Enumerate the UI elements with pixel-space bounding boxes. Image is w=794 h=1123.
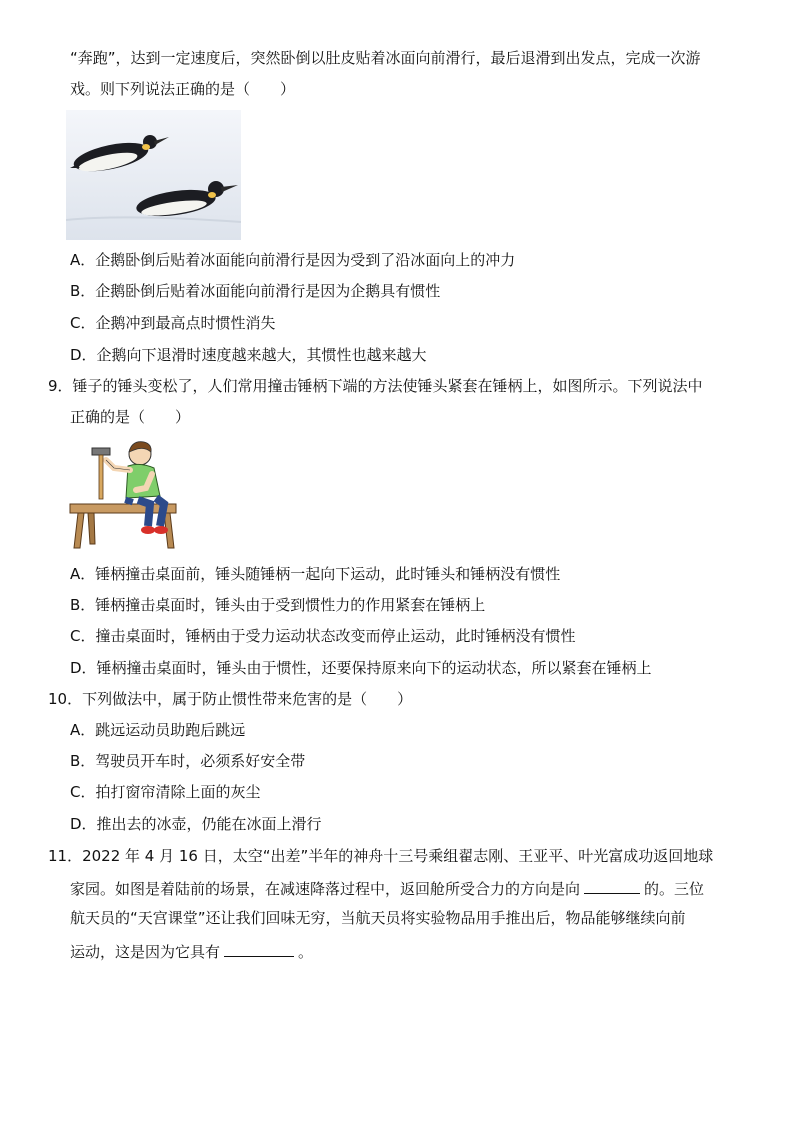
penguins-image (66, 110, 241, 240)
q11-line2-text-b: 的。三位 (644, 880, 705, 898)
answer-blank-2[interactable] (224, 940, 294, 957)
q9-stem-line2: 正确的是（ ） (70, 408, 191, 426)
q9-option-b: B．锤柄撞击桌面时，锤头由于受到惯性力的作用紧套在锤柄上 (70, 596, 486, 614)
q11-line3: 航天员的“天宫课堂”还让我们回味无穷，当航天员将实验物品用手推出后，物品能够继续向前 (70, 909, 686, 927)
answer-blank-1[interactable] (584, 877, 640, 894)
q11-line2-text-a: 家园。如图是着陆前的场景，在减速降落过程中，返回舱所受合力的方向是向 (70, 880, 581, 898)
hammer-bench-image (68, 438, 180, 550)
q10-number: 10． (48, 690, 83, 708)
q8-stem-line1: “奔跑”，达到一定速度后，突然卧倒以肚皮贴着冰面向前滑行，最后退滑到出发点，完成一次游 (70, 49, 701, 67)
q8-option-b: B．企鹅卧倒后贴着冰面能向前滑行是因为企鹅具有惯性 (70, 282, 441, 300)
q10-stem-text: 下列做法中，属于防止惯性带来危害的是（ ） (82, 690, 413, 708)
q10-stem (48, 689, 412, 709)
q11-line2 (70, 877, 704, 899)
q9-option-d: D．锤柄撞击桌面时，锤头由于惯性，还要保持原来向下的运动状态，所以紧套在锤柄上 (70, 659, 652, 677)
q11-line4 (70, 940, 313, 962)
q9-option-c: C．撞击桌面时，锤柄由于受力运动状态改变而停止运动，此时锤柄没有惯性 (70, 627, 576, 645)
q11-line1 (48, 846, 713, 866)
q9-option-a: A．锤柄撞击桌面前，锤头随锤柄一起向下运动，此时锤头和锤柄没有惯性 (70, 565, 561, 583)
q9-stem-line1 (48, 376, 703, 396)
q9-number: 9． (48, 377, 73, 395)
q11-number: 11． (48, 847, 83, 865)
q8-option-d: D．企鹅向下退滑时速度越来越大，其惯性也越来越大 (70, 346, 427, 364)
q11-line4-text-b: 。 (298, 943, 314, 961)
q10-option-b: B．驾驶员开车时，必须系好安全带 (70, 752, 306, 770)
q8-stem-line2: 戏。则下列说法正确的是（ ） (70, 80, 296, 98)
q11-line4-text-a: 运动，这是因为它具有 (70, 943, 221, 961)
q8-option-c: C．企鹅冲到最高点时惯性消失 (70, 314, 276, 332)
q11-line1-text: 2022 年 4 月 16 日，太空“出差”半年的神舟十三号乘组翟志刚、王亚平、叶光富成功返回地球 (82, 847, 714, 865)
q10-option-c: C．拍打窗帘清除上面的灰尘 (70, 783, 261, 801)
q9-stem-text: 锤子的锤头变松了，人们常用撞击锤柄下端的方法使锤头紧套在锤柄上，如图所示。下列说法中 (72, 377, 703, 395)
q8-option-a: A．企鹅卧倒后贴着冰面能向前滑行是因为受到了沿冰面向上的冲力 (70, 251, 516, 269)
q10-option-a: A．跳远运动员助跑后跳远 (70, 721, 246, 739)
q10-option-d: D．推出去的冰壶，仍能在冰面上滑行 (70, 815, 322, 833)
